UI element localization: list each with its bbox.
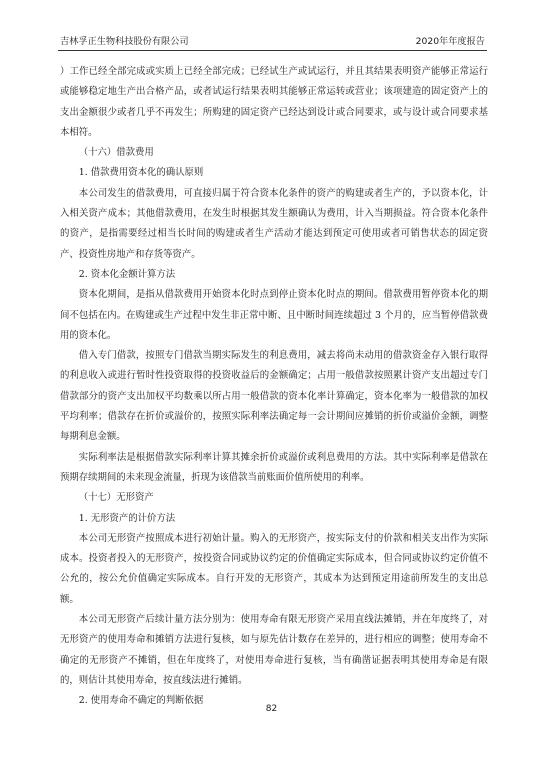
subsection-heading: 1. 无形资产的计价方法 [78,512,176,524]
report-title: 2020年年度报告 [415,36,485,47]
paragraph: 本公司无形资产按照成本进行初始计量。购入的无形资产，按实际支付的价款和相关支出作为实际成本。投资者投入的无形资产，按投资合同或协议约定的价值确定实际成本，但合同或协议约定价值不公允的，按公允价值确定实际成本。自行开发的无形资产，其成本为达到预定用途前所发生的支出总额。 [60,532,488,605]
section-heading: （十六）借款费用 [78,147,154,159]
paragraph: 资本化期间，是指从借款费用开始资本化时点到停止资本化时点的期间。借款费用暂停资本化的期间不包括在内。在购建或生产过程中发生非正常中断、且中断时间连续超过 3 个月的，应当暂停借款费用的资本化。 [60,289,488,341]
paragraph: 本公司无形资产后续计量方法分别为：使用寿命有限无形资产采用直线法摊销，并在年度终了，对无形资产的使用寿命和摊销方法进行复核，如与原先估计数存在差异的，进行相应的调整；使用寿命不确定的无形资产不摊销，但在年度终了，对使用寿命进行复核，当有确凿证据表明其使用寿命是有限的，则估计其使用寿命，按直线法进行摊销。 [60,614,488,686]
paragraph: 本公司发生的借款费用，可直接归属于符合资本化条件的资产的购建或者生产的，予以资本化，计入相关资产成本；其他借款费用，在发生时根据其发生额确认为费用，计入当期损益。符合资本化条件的资产，是指需要经过相当长时间的购建或者生产活动才能达到预定可使用或者可销售状态的固定资产、投资性房地产和存货等资产。 [60,187,488,260]
subsection-heading: 2. 资本化金额计算方法 [78,268,176,280]
paragraph: 借入专门借款，按照专门借款当期实际发生的利息费用，减去将尚未动用的借款资金存入银行取得的利息收入或进行暂时性投资取得的投资收益后的金额确定；占用一般借款按照累计资产支出超过专门借款部分的资产支出加权平均数乘以所占用一般借款的资本化率计算确定，资本化率为一般借款的加权平均利率；借款存在折价或溢价的，按照实际利率法确定每一会计期间应摊销的折价或溢价金额，调整每期利息金额。 [60,350,488,443]
company-name: 吉林孚正生物科技股份有限公司 [60,36,189,47]
subsection-heading: 1. 借款费用资本化的确认原则 [78,167,204,179]
section-heading: （十七）无形资产 [78,492,154,504]
document-body [60,62,488,712]
subsection-heading: 2. 使用寿命不确定的判断依据 [78,695,204,707]
page-number: 82 [265,704,278,714]
page-header [58,34,487,51]
paragraph: 实际利率法是根据借款实际利率计算其摊余折价或溢价或利息费用的方法。其中实际利率是借款在预期存续期间的未来现金流量，折现为该借款当前账面价值所使用的利率。 [60,451,488,483]
paragraph-continued: ）工作已经全部完成或实质上已经全部完成；已经试生产或试运行，并且其结果表明资产能够正常运行或能够稳定地生产出合格产品，或者试运行结果表明其能够正常运转或营业；该项建造的固定资产上的支出金额很少或者几乎不再发生；所购建的固定资产已经达到设计或合同要求，或与设计或合同要求基本相符。 [60,66,488,138]
